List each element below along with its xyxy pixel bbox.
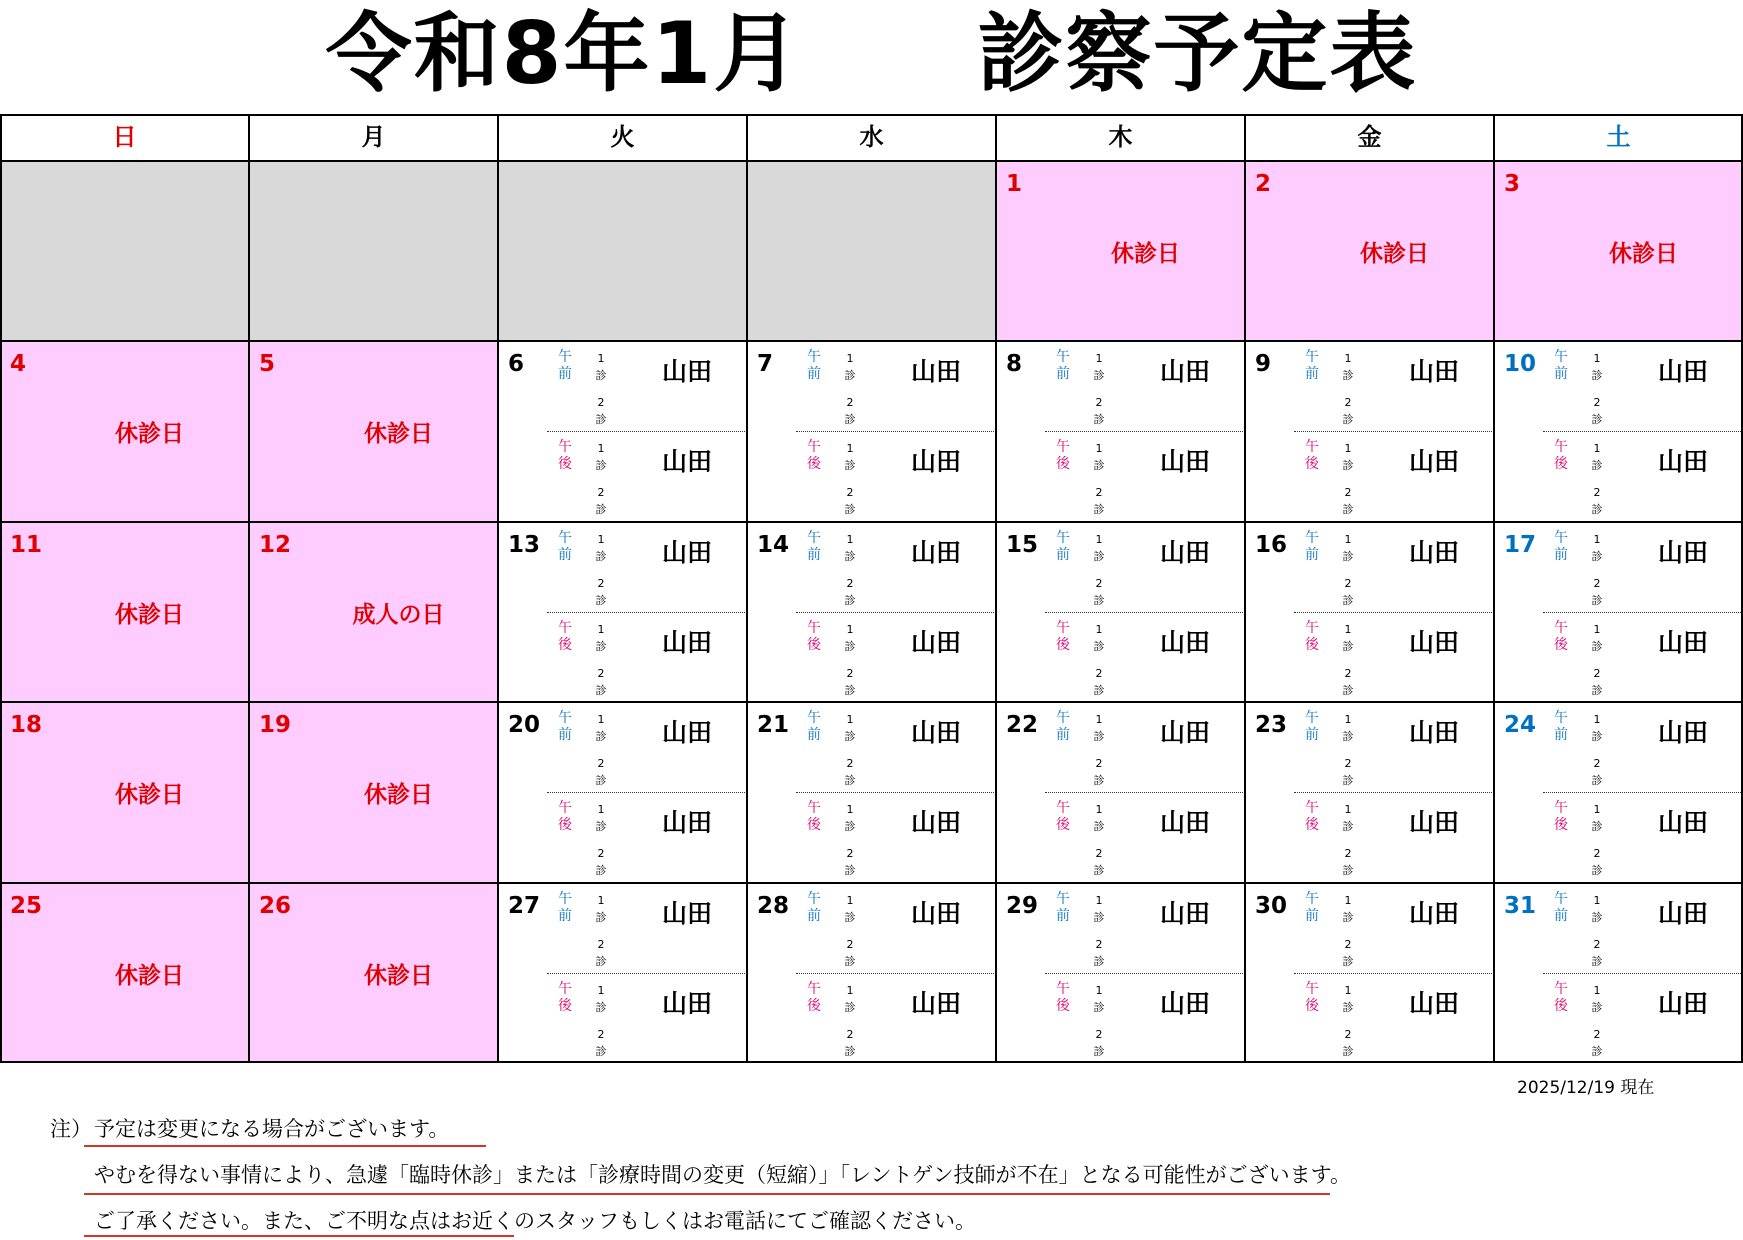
room-1-label: 1 診 xyxy=(844,442,856,473)
am-pm-divider xyxy=(1294,612,1494,613)
am-doctor: 山田 xyxy=(1160,537,1211,567)
grid-line xyxy=(746,114,748,1063)
am-pm-divider xyxy=(1543,973,1743,974)
day-number: 27 xyxy=(508,892,541,919)
day-cell xyxy=(1245,883,1494,1063)
day-cell xyxy=(747,522,996,702)
room-1-label: 1 診 xyxy=(1591,442,1603,473)
day-number: 30 xyxy=(1255,892,1288,919)
room-1-label: 1 診 xyxy=(1093,442,1105,473)
am-pm-divider xyxy=(547,973,747,974)
am-pm-divider xyxy=(1294,431,1494,432)
am-pm-divider xyxy=(1294,973,1494,974)
room-1-label: 1 診 xyxy=(1093,893,1105,924)
holiday-label: 休診日 xyxy=(115,421,184,448)
room-2-label: 2 診 xyxy=(844,757,856,788)
room-2-label: 2 診 xyxy=(1342,486,1354,517)
room-1-label: 1 診 xyxy=(1342,622,1354,653)
am-label: 午 前 xyxy=(558,529,572,563)
pm-label: 午 後 xyxy=(1554,439,1568,473)
am-doctor: 山田 xyxy=(1160,357,1211,387)
grid-line xyxy=(1493,114,1495,1063)
room-2-label: 2 診 xyxy=(1591,576,1603,607)
day-number: 13 xyxy=(508,531,541,558)
pm-doctor: 山田 xyxy=(911,808,962,838)
note-line-2: やむを得ない事情により、急遽「臨時休診」または「診療時間の変更（短縮）」「レントゲン技師が不在」となる可能性がございます。 xyxy=(94,1163,1351,1187)
am-label: 午 前 xyxy=(1056,349,1070,383)
am-label: 午 前 xyxy=(1554,890,1568,924)
pm-label: 午 後 xyxy=(1554,800,1568,834)
pm-doctor: 山田 xyxy=(662,627,713,657)
day-number: 2 xyxy=(1255,171,1272,197)
pm-label: 午 後 xyxy=(1305,800,1319,834)
day-cell xyxy=(1494,161,1743,341)
grid-line xyxy=(0,701,1743,703)
room-2-label: 2 診 xyxy=(1591,396,1603,427)
day-number: 12 xyxy=(259,531,292,558)
day-number: 6 xyxy=(508,351,525,378)
room-2-label: 2 診 xyxy=(1093,396,1105,427)
am-label: 午 前 xyxy=(558,349,572,383)
pm-label: 午 後 xyxy=(1305,619,1319,653)
room-1-label: 1 診 xyxy=(595,622,607,653)
day-cell xyxy=(249,702,498,882)
room-2-label: 2 診 xyxy=(1342,396,1354,427)
day-cell xyxy=(747,702,996,882)
room-2-label: 2 診 xyxy=(1342,757,1354,788)
day-number: 17 xyxy=(1504,531,1537,558)
day-number: 26 xyxy=(259,892,292,919)
room-1-label: 1 診 xyxy=(1591,983,1603,1014)
holiday-label: 休診日 xyxy=(115,962,184,989)
room-1-label: 1 診 xyxy=(1342,713,1354,744)
am-pm-divider xyxy=(1045,973,1245,974)
pm-label: 午 後 xyxy=(1056,619,1070,653)
room-2-label: 2 診 xyxy=(595,396,607,427)
room-2-label: 2 診 xyxy=(1591,757,1603,788)
room-2-label: 2 診 xyxy=(595,937,607,968)
pm-label: 午 後 xyxy=(807,980,821,1014)
room-2-label: 2 診 xyxy=(1591,1027,1603,1058)
day-number: 24 xyxy=(1504,712,1537,739)
am-pm-divider xyxy=(1045,431,1245,432)
grid-line xyxy=(497,114,499,1063)
room-2-label: 2 診 xyxy=(844,666,856,697)
holiday-label: 休診日 xyxy=(115,601,184,628)
am-pm-divider xyxy=(1045,612,1245,613)
pm-doctor: 山田 xyxy=(1658,627,1709,657)
am-pm-divider xyxy=(796,792,996,793)
weekday-header: 土 xyxy=(1606,123,1631,151)
day-number: 9 xyxy=(1255,351,1272,378)
pm-doctor: 山田 xyxy=(1160,808,1211,838)
am-label: 午 前 xyxy=(807,529,821,563)
am-doctor: 山田 xyxy=(911,537,962,567)
day-number: 10 xyxy=(1504,351,1537,378)
pm-label: 午 後 xyxy=(1056,980,1070,1014)
room-2-label: 2 診 xyxy=(1093,937,1105,968)
room-1-label: 1 診 xyxy=(844,532,856,563)
day-cell xyxy=(0,883,249,1063)
am-doctor: 山田 xyxy=(662,357,713,387)
room-2-label: 2 診 xyxy=(1342,847,1354,878)
pm-label: 午 後 xyxy=(1554,619,1568,653)
room-1-label: 1 診 xyxy=(844,622,856,653)
room-2-label: 2 診 xyxy=(1591,847,1603,878)
am-doctor: 山田 xyxy=(911,718,962,748)
weekday-header: 月 xyxy=(361,123,386,151)
pm-doctor: 山田 xyxy=(662,447,713,477)
note-underline-3 xyxy=(84,1235,514,1237)
day-cell xyxy=(747,341,996,521)
room-2-label: 2 診 xyxy=(844,847,856,878)
schedule-calendar xyxy=(0,114,1743,1063)
am-doctor: 山田 xyxy=(1658,898,1709,928)
room-2-label: 2 診 xyxy=(595,757,607,788)
room-2-label: 2 診 xyxy=(1093,847,1105,878)
am-pm-divider xyxy=(547,792,747,793)
day-cell xyxy=(249,341,498,521)
room-2-label: 2 診 xyxy=(595,1027,607,1058)
pm-label: 午 後 xyxy=(807,800,821,834)
day-cell xyxy=(498,341,747,521)
pm-doctor: 山田 xyxy=(1658,988,1709,1018)
grid-line xyxy=(995,114,997,1063)
note-underline-1 xyxy=(84,1145,486,1147)
holiday-label: 成人の日 xyxy=(352,601,445,628)
holiday-label: 休診日 xyxy=(1360,241,1429,267)
grid-line xyxy=(0,882,1743,884)
room-1-label: 1 診 xyxy=(1342,442,1354,473)
day-number: 5 xyxy=(259,351,276,378)
pm-label: 午 後 xyxy=(1305,439,1319,473)
room-1-label: 1 診 xyxy=(1591,352,1603,383)
room-1-label: 1 診 xyxy=(844,803,856,834)
room-1-label: 1 診 xyxy=(595,352,607,383)
day-number: 31 xyxy=(1504,892,1537,919)
room-2-label: 2 診 xyxy=(1093,486,1105,517)
day-cell xyxy=(0,702,249,882)
am-doctor: 山田 xyxy=(662,718,713,748)
room-2-label: 2 診 xyxy=(844,937,856,968)
room-2-label: 2 診 xyxy=(1093,1027,1105,1058)
am-doctor: 山田 xyxy=(1409,718,1460,748)
room-1-label: 1 診 xyxy=(1093,532,1105,563)
empty-cell xyxy=(747,161,996,341)
room-2-label: 2 診 xyxy=(844,486,856,517)
am-label: 午 前 xyxy=(1056,710,1070,744)
room-2-label: 2 診 xyxy=(1591,486,1603,517)
day-number: 3 xyxy=(1504,171,1521,197)
am-doctor: 山田 xyxy=(1409,537,1460,567)
empty-cell xyxy=(498,161,747,341)
pm-doctor: 山田 xyxy=(662,808,713,838)
room-2-label: 2 診 xyxy=(1591,666,1603,697)
pm-doctor: 山田 xyxy=(662,988,713,1018)
am-doctor: 山田 xyxy=(1658,537,1709,567)
room-2-label: 2 診 xyxy=(1342,1027,1354,1058)
room-2-label: 2 診 xyxy=(844,576,856,607)
room-2-label: 2 診 xyxy=(1342,937,1354,968)
am-doctor: 山田 xyxy=(911,357,962,387)
note-prefix: 注） xyxy=(50,1117,92,1141)
note-line-1: 予定は変更になる場合がございます。 xyxy=(94,1117,450,1141)
day-cell xyxy=(0,341,249,521)
day-number: 28 xyxy=(757,892,790,919)
room-2-label: 2 診 xyxy=(1093,666,1105,697)
room-2-label: 2 診 xyxy=(1342,666,1354,697)
day-number: 4 xyxy=(10,351,27,378)
weekday-header: 木 xyxy=(1108,123,1133,151)
am-label: 午 前 xyxy=(558,890,572,924)
am-doctor: 山田 xyxy=(1658,718,1709,748)
pm-label: 午 後 xyxy=(807,439,821,473)
holiday-label: 休診日 xyxy=(1609,241,1678,267)
room-1-label: 1 診 xyxy=(1591,532,1603,563)
grid-line xyxy=(0,340,1743,342)
room-1-label: 1 診 xyxy=(1591,622,1603,653)
day-number: 19 xyxy=(259,712,292,739)
pm-doctor: 山田 xyxy=(1160,988,1211,1018)
day-number: 21 xyxy=(757,712,790,739)
day-cell xyxy=(996,702,1245,882)
pm-doctor: 山田 xyxy=(1409,447,1460,477)
day-cell xyxy=(996,522,1245,702)
pm-doctor: 山田 xyxy=(911,627,962,657)
pm-doctor: 山田 xyxy=(911,447,962,477)
pm-doctor: 山田 xyxy=(1658,447,1709,477)
day-cell xyxy=(1494,702,1743,882)
am-doctor: 山田 xyxy=(1160,718,1211,748)
day-cell xyxy=(996,883,1245,1063)
day-cell xyxy=(1245,522,1494,702)
am-pm-divider xyxy=(1045,792,1245,793)
am-pm-divider xyxy=(547,431,747,432)
pm-label: 午 後 xyxy=(1056,439,1070,473)
am-doctor: 山田 xyxy=(662,898,713,928)
day-number: 16 xyxy=(1255,531,1288,558)
am-doctor: 山田 xyxy=(1658,357,1709,387)
room-1-label: 1 診 xyxy=(1093,352,1105,383)
room-1-label: 1 診 xyxy=(595,713,607,744)
day-cell xyxy=(498,883,747,1063)
am-label: 午 前 xyxy=(807,710,821,744)
grid-line xyxy=(0,114,1743,116)
holiday-label: 休診日 xyxy=(364,782,433,809)
am-pm-divider xyxy=(796,973,996,974)
room-1-label: 1 診 xyxy=(1093,983,1105,1014)
room-1-label: 1 診 xyxy=(1591,803,1603,834)
day-number: 7 xyxy=(757,351,774,378)
am-pm-divider xyxy=(796,612,996,613)
am-label: 午 前 xyxy=(1554,710,1568,744)
day-cell xyxy=(747,883,996,1063)
day-cell xyxy=(498,522,747,702)
holiday-label: 休診日 xyxy=(364,421,433,448)
pm-doctor: 山田 xyxy=(1160,447,1211,477)
pm-doctor: 山田 xyxy=(911,988,962,1018)
empty-cell xyxy=(0,161,249,341)
day-cell xyxy=(1494,883,1743,1063)
am-doctor: 山田 xyxy=(1160,898,1211,928)
am-pm-divider xyxy=(1543,431,1743,432)
room-1-label: 1 診 xyxy=(1591,893,1603,924)
holiday-label: 休診日 xyxy=(364,962,433,989)
am-label: 午 前 xyxy=(1305,710,1319,744)
grid-line xyxy=(0,1061,1743,1063)
am-doctor: 山田 xyxy=(1409,357,1460,387)
room-2-label: 2 診 xyxy=(595,576,607,607)
room-1-label: 1 診 xyxy=(595,893,607,924)
pm-doctor: 山田 xyxy=(1409,627,1460,657)
weekday-header: 金 xyxy=(1357,123,1382,151)
pm-doctor: 山田 xyxy=(1160,627,1211,657)
grid-line xyxy=(0,521,1743,523)
note-underline-2 xyxy=(84,1193,1330,1195)
day-cell xyxy=(249,883,498,1063)
day-cell xyxy=(1494,522,1743,702)
am-pm-divider xyxy=(547,612,747,613)
day-cell xyxy=(1245,161,1494,341)
day-number: 8 xyxy=(1006,351,1023,378)
day-number: 22 xyxy=(1006,712,1039,739)
am-doctor: 山田 xyxy=(911,898,962,928)
day-number: 20 xyxy=(508,712,541,739)
day-number: 18 xyxy=(10,712,43,739)
weekday-header: 水 xyxy=(859,123,884,151)
pm-label: 午 後 xyxy=(558,800,572,834)
weekday-header: 火 xyxy=(610,123,635,151)
am-pm-divider xyxy=(1543,792,1743,793)
pm-label: 午 後 xyxy=(558,980,572,1014)
room-2-label: 2 診 xyxy=(595,486,607,517)
empty-cell xyxy=(249,161,498,341)
pm-label: 午 後 xyxy=(1554,980,1568,1014)
am-label: 午 前 xyxy=(1305,349,1319,383)
day-cell xyxy=(498,702,747,882)
room-1-label: 1 診 xyxy=(595,803,607,834)
room-2-label: 2 診 xyxy=(844,396,856,427)
grid-line xyxy=(248,114,250,1063)
am-pm-divider xyxy=(796,431,996,432)
room-1-label: 1 診 xyxy=(595,532,607,563)
room-1-label: 1 診 xyxy=(1342,983,1354,1014)
room-1-label: 1 診 xyxy=(844,352,856,383)
day-cell xyxy=(1494,341,1743,521)
day-number: 15 xyxy=(1006,531,1039,558)
room-1-label: 1 診 xyxy=(1591,713,1603,744)
am-label: 午 前 xyxy=(1554,349,1568,383)
day-number: 1 xyxy=(1006,171,1023,197)
am-label: 午 前 xyxy=(1305,529,1319,563)
room-1-label: 1 診 xyxy=(1342,893,1354,924)
room-2-label: 2 診 xyxy=(1342,576,1354,607)
am-label: 午 前 xyxy=(1056,890,1070,924)
room-2-label: 2 診 xyxy=(1093,576,1105,607)
day-number: 23 xyxy=(1255,712,1288,739)
room-1-label: 1 診 xyxy=(1093,803,1105,834)
am-label: 午 前 xyxy=(1056,529,1070,563)
am-label: 午 前 xyxy=(558,710,572,744)
room-1-label: 1 診 xyxy=(1093,622,1105,653)
grid-line xyxy=(0,114,2,1063)
room-1-label: 1 診 xyxy=(844,893,856,924)
pm-label: 午 後 xyxy=(807,619,821,653)
day-cell xyxy=(996,341,1245,521)
grid-line xyxy=(1244,114,1246,1063)
am-label: 午 前 xyxy=(807,349,821,383)
grid-line xyxy=(0,160,1743,162)
am-doctor: 山田 xyxy=(1409,898,1460,928)
day-cell xyxy=(0,522,249,702)
room-1-label: 1 診 xyxy=(1342,803,1354,834)
day-cell xyxy=(1245,702,1494,882)
room-2-label: 2 診 xyxy=(844,1027,856,1058)
room-1-label: 1 診 xyxy=(844,713,856,744)
room-2-label: 2 診 xyxy=(595,847,607,878)
day-number: 25 xyxy=(10,892,43,919)
day-cell xyxy=(1245,341,1494,521)
room-1-label: 1 診 xyxy=(595,983,607,1014)
day-number: 11 xyxy=(10,531,43,558)
room-2-label: 2 診 xyxy=(1591,937,1603,968)
day-cell xyxy=(996,161,1245,341)
pm-doctor: 山田 xyxy=(1409,988,1460,1018)
weekday-header: 日 xyxy=(112,123,137,151)
pm-label: 午 後 xyxy=(1056,800,1070,834)
am-pm-divider xyxy=(1294,792,1494,793)
as-of-date: 2025/12/19 現在 xyxy=(1517,1078,1655,1098)
day-cell xyxy=(249,522,498,702)
room-1-label: 1 診 xyxy=(1093,713,1105,744)
am-doctor: 山田 xyxy=(662,537,713,567)
pm-label: 午 後 xyxy=(558,619,572,653)
am-label: 午 前 xyxy=(807,890,821,924)
pm-doctor: 山田 xyxy=(1409,808,1460,838)
room-1-label: 1 診 xyxy=(844,983,856,1014)
am-label: 午 前 xyxy=(1305,890,1319,924)
pm-label: 午 後 xyxy=(558,439,572,473)
room-2-label: 2 診 xyxy=(1093,757,1105,788)
pm-doctor: 山田 xyxy=(1658,808,1709,838)
page-title: 令和8年1月 診察予定表 xyxy=(325,4,1418,104)
note-line-3: ご了承ください。また、ご不明な点はお近くのスタッフもしくはお電話にてご確認ください。 xyxy=(94,1209,976,1233)
room-2-label: 2 診 xyxy=(595,666,607,697)
am-label: 午 前 xyxy=(1554,529,1568,563)
holiday-label: 休診日 xyxy=(1111,241,1180,267)
day-number: 29 xyxy=(1006,892,1039,919)
holiday-label: 休診日 xyxy=(115,782,184,809)
pm-label: 午 後 xyxy=(1305,980,1319,1014)
room-1-label: 1 診 xyxy=(1342,532,1354,563)
room-1-label: 1 診 xyxy=(595,442,607,473)
day-number: 14 xyxy=(757,531,790,558)
am-pm-divider xyxy=(1543,612,1743,613)
room-1-label: 1 診 xyxy=(1342,352,1354,383)
